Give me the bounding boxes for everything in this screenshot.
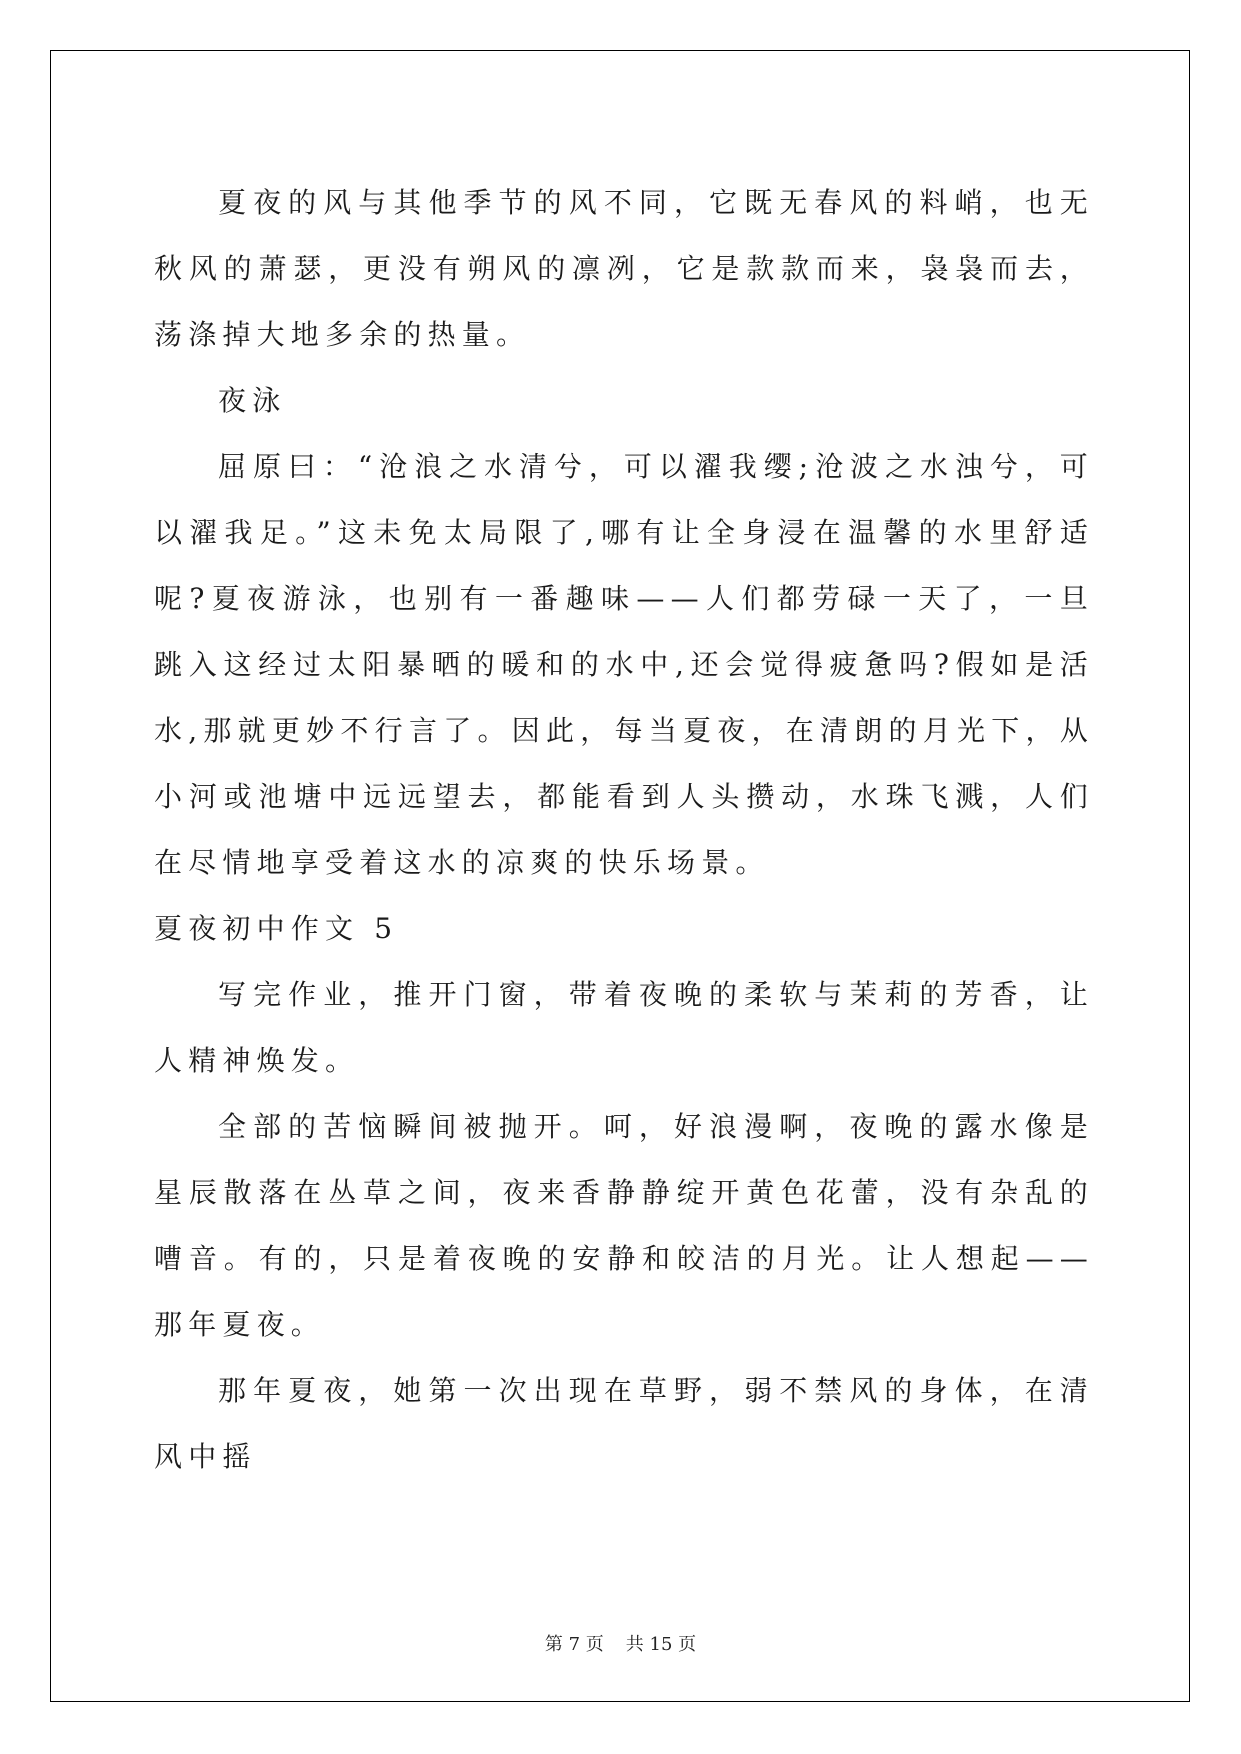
page-footer <box>0 1630 1241 1656</box>
paragraph-summer-wind: 夏夜的风与其他季节的风不同，它既无春风的料峭，也无秋风的萧瑟，更没有朔风的凛冽，它是款款而来，袅袅而去，荡涤掉大地多余的热量。 <box>154 186 1094 351</box>
paragraph-that-summer: 那年夏夜，她第一次出现在草野，弱不禁风的身体，在清风中摇 <box>154 1374 1094 1473</box>
page-number: 第 7 页 <box>544 1634 604 1655</box>
page-total: 共 15 页 <box>625 1634 697 1655</box>
paragraph-worries: 全部的苦恼瞬间被抛开。呵，好浪漫啊，夜晚的露水像是星辰散落在丛草之间，夜来香静静绽开黄色花蕾，没有杂乱的嘈音。有的，只是着夜晚的安静和皎洁的月光。让人想起——那年夏夜。 <box>154 1110 1094 1341</box>
subheading-night-swim: 夜泳 <box>218 384 287 417</box>
paragraph-homework: 写完作业，推开门窗，带着夜晚的柔软与茉莉的芳香，让人精神焕发。 <box>154 978 1094 1077</box>
document-body <box>154 170 1094 1490</box>
paragraph-night-swim: 屈原曰：“沧浪之水清兮，可以濯我缨;沧波之水浊兮，可以濯我足。”这未免太局限了,哪有让全身浸在温馨的水里舒适呢?夏夜游泳，也别有一番趣味——人们都劳碌一天了，一旦跳入这经过太阳暴晒的暖和的水中,还会觉得疲惫吗?假如是活水,那就更妙不行言了。因此，每当夏夜，在清朗的月光下，从小河或池塘中远远望去，都能看到人头攒动，水珠飞溅，人们在尽情地享受着这水的凉爽的快乐场景。 <box>154 450 1094 879</box>
essay-title: 夏夜初中作文 5 <box>154 912 399 945</box>
